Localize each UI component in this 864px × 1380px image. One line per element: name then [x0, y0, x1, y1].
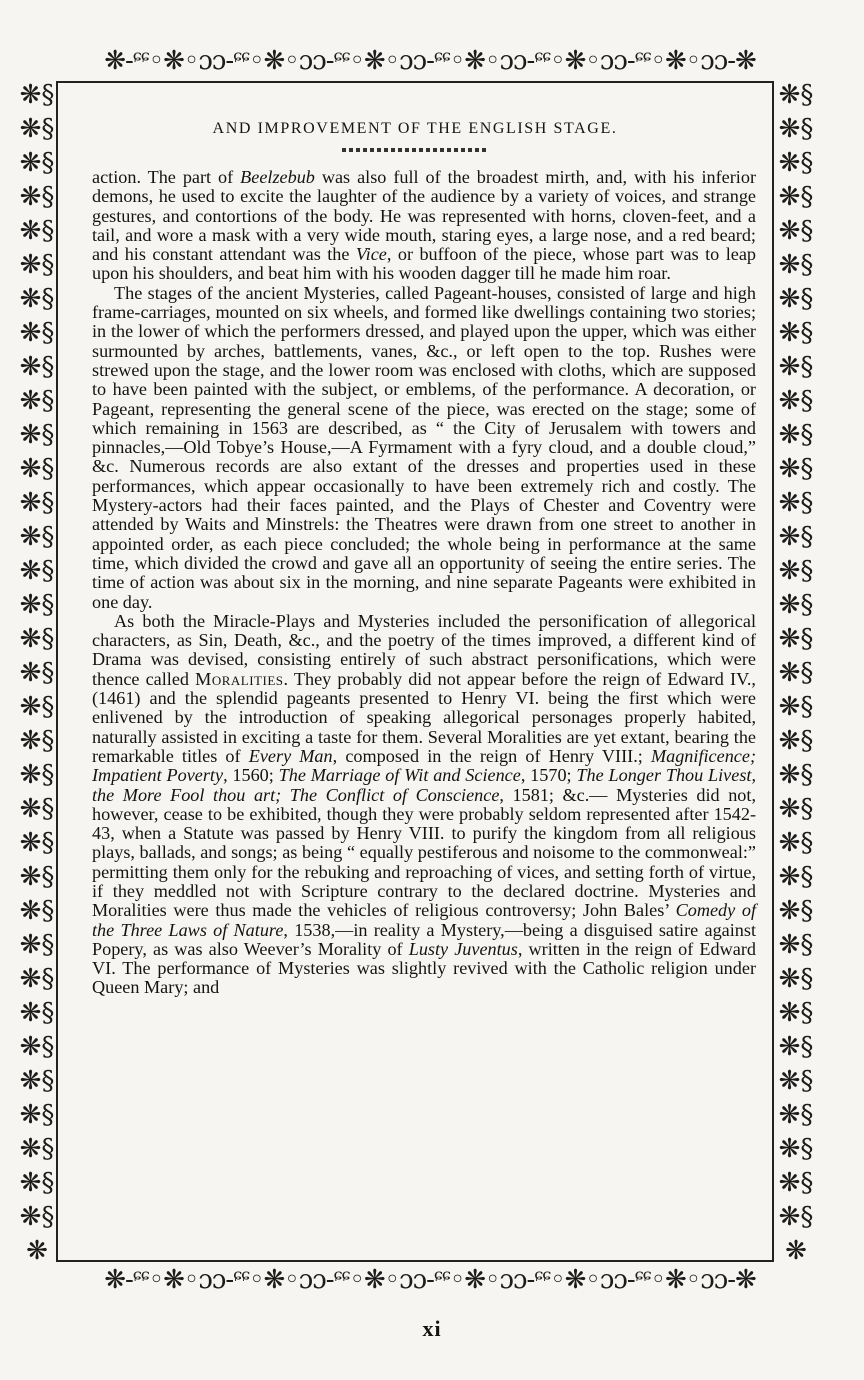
paragraph [92, 612, 756, 998]
text-run: was also full of the broadest mirth, and, with his inferior demons, he used to excite the laughter of the audience by a variety of voices, and strange gestures, and contortions of the body. He was represented with horns, cloven-feet, and a tail, and wore a mask with a very wide mouth, staring eyes, a large nose, and a red beard; and his constant attendant was the [92, 167, 756, 265]
text-run: As both the Miracle-Plays and Mysteries included the personification of allegorical characters, as Sin, Death, &c., and the poetry of the times improved, a different kind of Drama was devised, consisting entirely of such abstract personifications, which were thence called [92, 610, 756, 689]
bottom-ornament-border: ❋-ᶝᶝ◦❋◦ɔɔ-ᶝᶝ◦❋◦ɔɔ-ᶝᶝ◦❋◦ɔɔ-ᶝᶝ◦❋◦ɔɔ-ᶝᶝ◦❋◦ɔɔ-ᶝᶝ◦❋◦ɔɔ-❋ [104, 1265, 756, 1295]
text-run: , written in the reign of Edward VI. The performance of Mysteries was slightly revived with the Catholic religion under Queen Mary; and [92, 938, 756, 998]
italic-title: Lusty Juventus [408, 938, 518, 959]
text-run: , composed in the reign of Henry VIII.; [332, 745, 651, 766]
paragraph [92, 284, 756, 612]
running-head: AND IMPROVEMENT OF THE ENGLISH STAGE. [212, 120, 618, 137]
text-run: action. The part of [92, 167, 241, 187]
top-ornament-border: ❋-ᶝᶝ◦❋◦ɔɔ-ᶝᶝ◦❋◦ɔɔ-ᶝᶝ◦❋◦ɔɔ-ᶝᶝ◦❋◦ɔɔ-ᶝᶝ◦❋◦ɔɔ-ᶝᶝ◦❋◦ɔɔ-❋ [104, 46, 756, 76]
italic-title: The Longer Thou Livest, the More Fool thou art; The Conflict of Conscience [92, 765, 757, 805]
italic-title: Comedy of the Three Laws of Nature [92, 900, 756, 940]
text-run: , or buffoon of the piece, whose part was to leap upon his shoulders, and beat him with his wooden dagger till he made him roar. [92, 244, 756, 284]
italic-title: The Marriage of Wit and Science [278, 765, 521, 786]
left-ornament-border: ❋§❋§❋§❋§❋§❋§❋§❋§❋§❋§❋§❋§❋§❋§❋§❋§❋§❋§❋§❋§❋§❋§❋§❋§❋§❋§❋§❋§❋§❋§❋§❋§❋§❋§❋ [19, 80, 55, 1266]
text-run: The stages of the ancient Mysteries, called Pageant-houses, consisted of large and high frame-carriages, mounted on six wheels, and formed like dwellings containing two stories; in the lower of which the performers dressed, and played upon the upper, which was either surmounted by arches, battlements, vanes, &c., or left open to the top. Rushes were strewed upon the stage, and the lower room was enclosed with cloths, which are supposed to have been painted with the subject, or emblems, of the performance. A decoration, or Pageant, representing the general scene of the piece, was erected on the stage; some of which remaining in 1563 are described, as “ the City of Jerusalem with towers and pinnacles,—Old Tobye’s House,—A Fyrmament with a fyry cloud, and a double cloud,” &c. Numerous records are also extant of the dresses and properties used in these performances, which appear occasionally to have been extremely rich and costly. The Mystery-actors had their faces painted, and the Plays of Chester and Coventry were attended by Waits and Minstrels: the Theatres were drawn from one street to another in appointed order, as each piece concluded; the whole being in performance at the same time, which divided the crowd and gave all an opportunity of seeing the entire series. The time of action was about six in the morning, and nine separate Pageants were exhibited in one day. [92, 282, 756, 612]
text-run: , 1570; [520, 765, 577, 786]
small-caps-term: Moralities [195, 668, 284, 689]
text-run: , 1560; [223, 765, 279, 786]
right-ornament-border: ❋§❋§❋§❋§❋§❋§❋§❋§❋§❋§❋§❋§❋§❋§❋§❋§❋§❋§❋§❋§❋§❋§❋§❋§❋§❋§❋§❋§❋§❋§❋§❋§❋§❋§❋ [778, 80, 814, 1266]
italic-title: Every Man [248, 745, 333, 766]
italic-title: Magnificence; Impatient Poverty [92, 745, 756, 786]
head-rule [342, 148, 488, 152]
italic-title: Beelzebub [240, 167, 315, 187]
body-text [92, 168, 756, 998]
italic-title: Vice [355, 244, 387, 265]
paragraph [92, 168, 756, 284]
page-number: xi [422, 1316, 442, 1341]
text-run: . They probably did not appear before the reign of Edward IV., (1461) and the splendid pageants presented to Henry VI. being the first which were enlivened by the introduction of speaking allegorical personages properly habited, naturally assisted in exciting a taste for them. Several Moralities are yet extant, bearing the remarkable titles of [92, 668, 756, 766]
text-run: , 1538,—in reality a Mystery,—being a disguised satire against Popery, as was also Weever’s Morality of [92, 919, 757, 959]
text-run: , 1581; &c.— Mysteries did not, however, cease to be exhibited, though they were probably seldom represented after 1542-43, when a Statute was passed by Henry VIII. to purify the kingdom from all religious plays, ballads, and songs; as being “ equally pestiferous and noisome to the commonweal:” permitting them only for the rebuking and reproaching of vices, and setting forth of virtue, if they meddled not with Scripture contrary to the declared doctrine. Mysteries and Moralities were thus made the vehicles of religious controversy; John Bales’ [92, 784, 756, 921]
